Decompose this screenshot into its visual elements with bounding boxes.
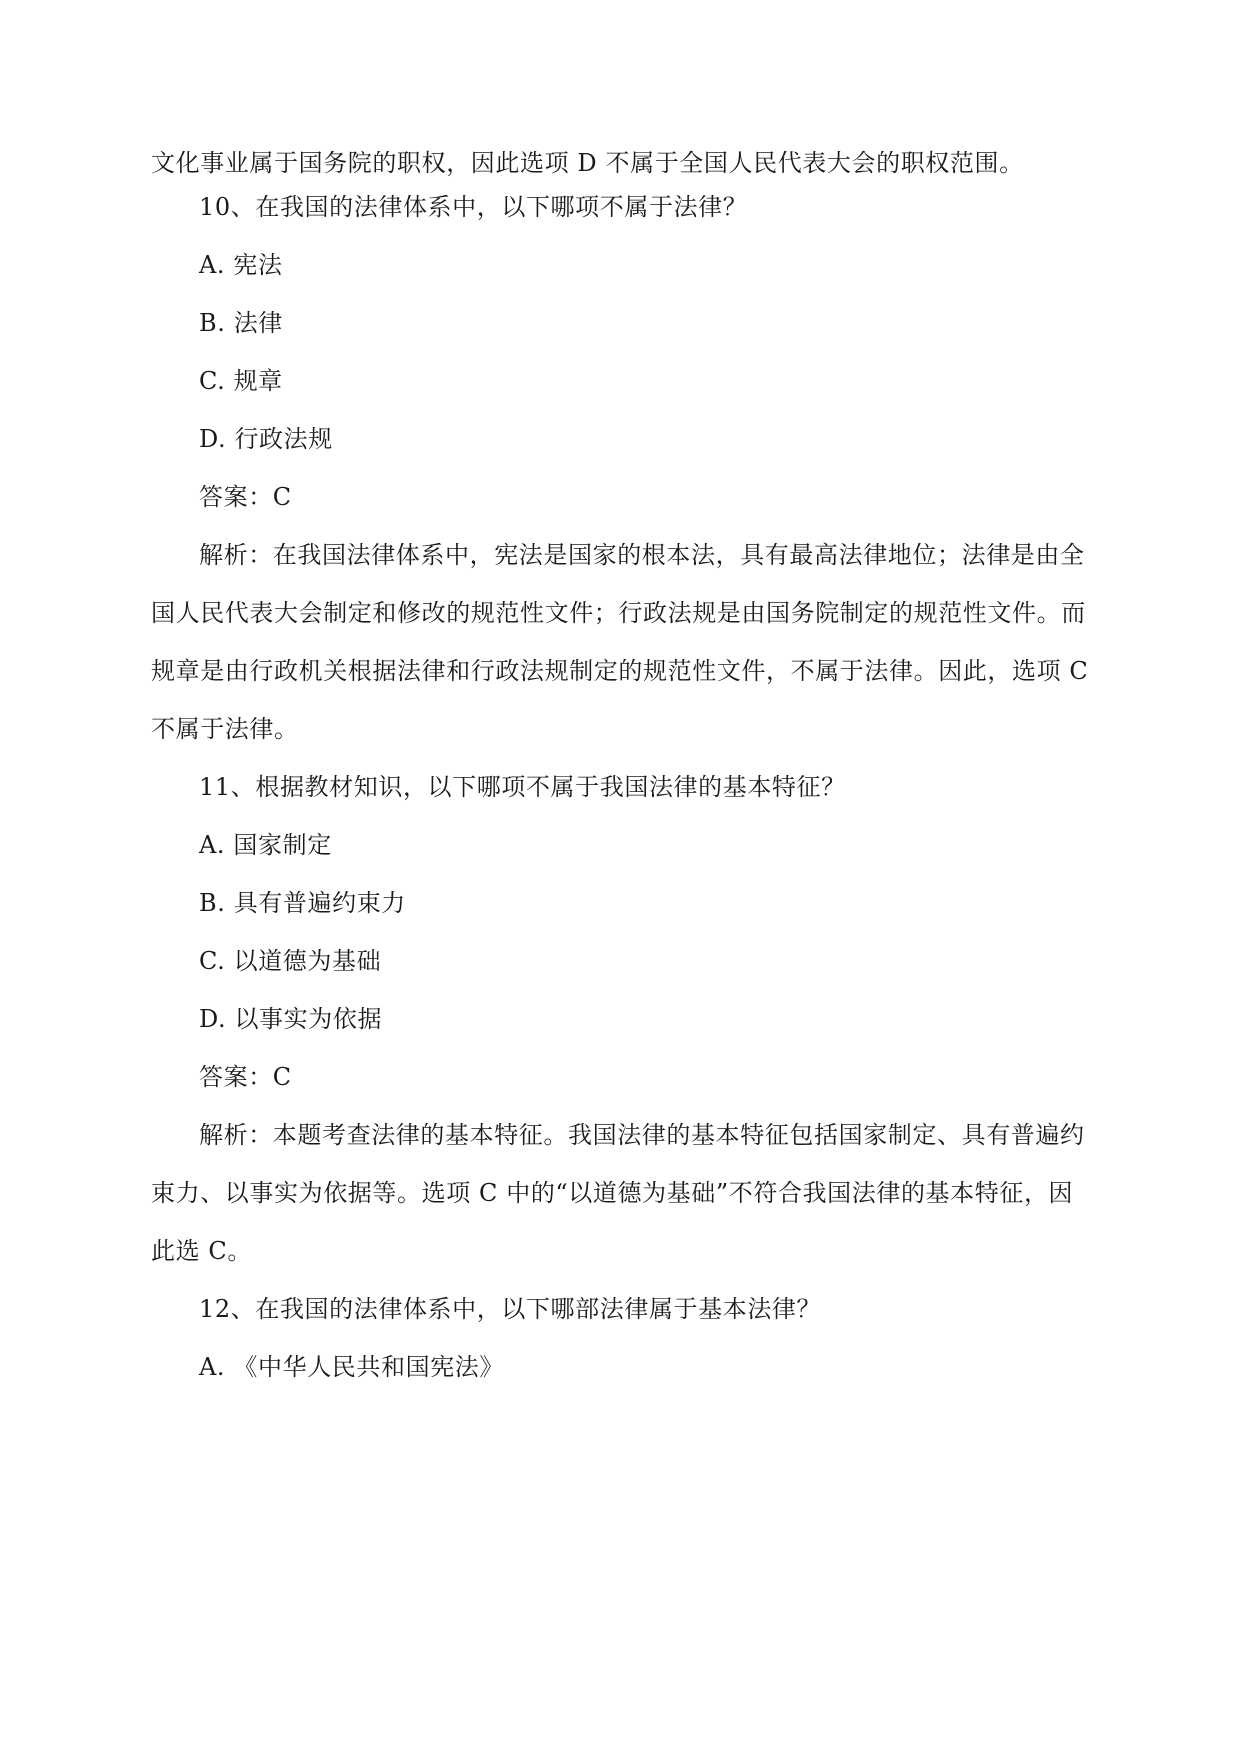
q10-option-c: C. 规章 — [199, 367, 283, 395]
q11-option-d: D. 以事实为依据 — [199, 1005, 383, 1033]
question-12: 12、在我国的法律体系中，以下哪部法律属于基本法律？ — [199, 1295, 822, 1323]
q11-option-a: A. 国家制定 — [199, 831, 332, 859]
q10-answer: 答案：C — [199, 483, 292, 511]
q11-option-b: B. 具有普遍约束力 — [199, 889, 406, 917]
q10-analysis-line: 国人民代表大会制定和修改的规范性文件；行政法规是由国务院制定的规范性文件。而 — [151, 599, 1086, 627]
q10-option-a: A. 宪法 — [199, 251, 283, 279]
q10-option-d: D. 行政法规 — [199, 425, 333, 453]
q11-analysis-line: 解析：本题考查法律的基本特征。我国法律的基本特征包括国家制定、具有普遍约 — [199, 1121, 1085, 1149]
q10-analysis-line: 解析：在我国法律体系中，宪法是国家的根本法，具有最高法律地位；法律是由全 — [199, 541, 1085, 569]
q10-option-b: B. 法律 — [199, 309, 283, 337]
question-11: 11、根据教材知识，以下哪项不属于我国法律的基本特征？ — [199, 773, 846, 801]
q11-analysis-line: 此选 C。 — [151, 1237, 252, 1265]
q11-option-c: C. 以道德为基础 — [199, 947, 382, 975]
q10-analysis-line: 不属于法律。 — [151, 715, 299, 743]
q12-option-a: A. 《中华人民共和国宪法》 — [199, 1353, 504, 1381]
intro-paragraph: 文化事业属于国务院的职权，因此选项 D 不属于全国人民代表大会的职权范围。 — [151, 149, 1024, 177]
q11-analysis-line: 束力、以事实为依据等。选项 C 中的“以道德为基础”不符合我国法律的基本特征，因 — [151, 1179, 1074, 1207]
q11-answer: 答案：C — [199, 1063, 292, 1091]
question-10: 10、在我国的法律体系中，以下哪项不属于法律？ — [199, 193, 748, 221]
q10-analysis-line: 规章是由行政机关根据法律和行政法规制定的规范性文件，不属于法律。因此，选项 C — [151, 657, 1089, 685]
